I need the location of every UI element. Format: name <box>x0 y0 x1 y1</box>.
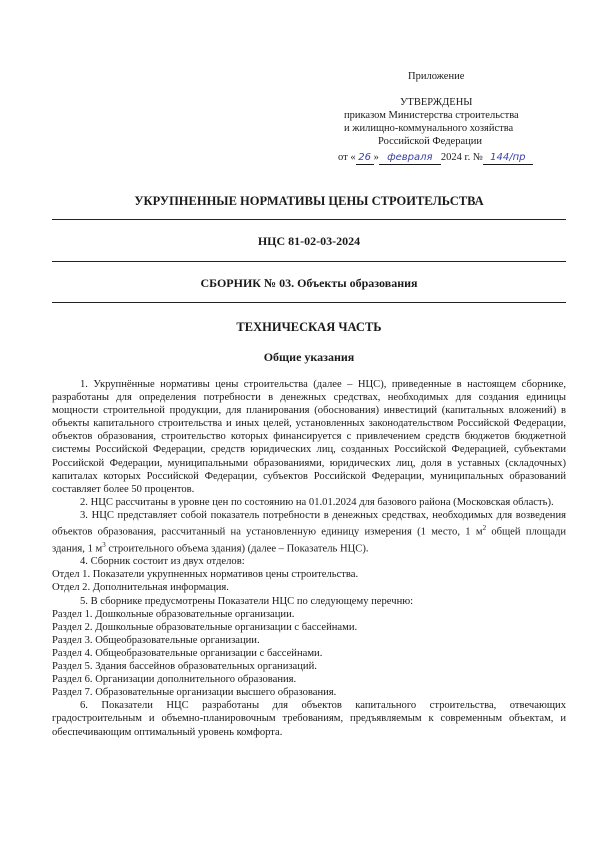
separator-line <box>52 302 566 303</box>
section-7: Раздел 7. Образовательные организации высшего образования. <box>52 687 337 699</box>
document-title: УКРУПНЕННЫЕ НОРМАТИВЫ ЦЕНЫ СТРОИТЕЛЬСТВА <box>134 194 484 208</box>
separator-line <box>52 261 566 262</box>
section-4: Раздел 4. Общеобразовательные организации с бассейнами. <box>52 647 323 659</box>
appendix-label: Приложение <box>408 71 465 82</box>
paragraph-3-part-a: 3. НЦС представляет собой показатель потребности в денежных средствах, необходимых для возведения объектов образования, рассчитанный на установленную единицу измерения (1 место, 1 м <box>52 509 566 538</box>
department-2: Отдел 2. Дополнительная информация. <box>52 582 229 594</box>
paragraph-6: 6. Показатели НЦС разработаны для объектов капитального строительства, отвечающих градостроительным и объемно-планировочным требованиям, предъявляемым к современным объектам, и обеспечивающим оптимальный уровень комфорта. <box>52 700 566 738</box>
separator-line <box>52 219 566 220</box>
date-prefix: от « <box>338 152 356 163</box>
paragraph-5: 5. В сборнике предусмотрены Показатели НЦС по следующему перечню: <box>80 595 414 607</box>
order-line-1: приказом Министерства строительства <box>344 110 519 121</box>
section-6: Раздел 6. Организации дополнительного образования. <box>52 674 297 686</box>
general-instructions-heading: Общие указания <box>263 350 355 364</box>
date-month: февраля <box>379 151 441 165</box>
paragraph-3 <box>52 509 566 555</box>
ncs-code: НЦС 81-02-03-2024 <box>257 234 361 248</box>
section-5: Раздел 5. Здания бассейнов образовательных организаций. <box>52 661 317 673</box>
date-year: 2024 г. № <box>440 152 483 163</box>
superscript-3: 3 <box>102 540 106 549</box>
superscript-2: 2 <box>482 524 487 533</box>
department-1: Отдел 1. Показатели укрупненных нормативов цены строительства. <box>52 569 359 581</box>
collection-title: СБОРНИК № 03. Объекты образования <box>200 276 418 290</box>
paragraph-3-part-b: общей площади здания, 1 м <box>52 526 567 555</box>
paragraph-2: 2. НЦС рассчитаны в уровне цен по состоянию на 01.01.2024 для базового района (Московская область). <box>80 496 554 508</box>
paragraph-4: 4. Сборник состоит из двух отделов: <box>80 556 245 568</box>
technical-part-heading: ТЕХНИЧЕСКАЯ ЧАСТЬ <box>236 320 382 334</box>
order-date-line <box>338 151 533 165</box>
section-1: Раздел 1. Дошкольные образовательные организации. <box>52 608 295 620</box>
order-line-2: и жилищно-коммунального хозяйства <box>344 123 514 134</box>
body-text <box>52 378 566 739</box>
approved-label: УТВЕРЖДЕНЫ <box>400 97 473 108</box>
section-3: Раздел 3. Общеобразовательные организации. <box>52 634 260 646</box>
date-day: 26 <box>356 151 374 165</box>
order-number: 144/пр <box>483 151 533 165</box>
section-2: Раздел 2. Дошкольные образовательные организации с бассейнами. <box>52 621 358 633</box>
paragraph-3-part-c: строительного объема здания) (далее – Показатель НЦС). <box>105 543 369 555</box>
paragraph-1: 1. Укрупнённые нормативы цены строительства (далее – НЦС), приведенные в настоящем сборнике, разработаны для определения потребности в денежных средствах, необходимых для создания единицы мощности строительной продукции, для планирования (обоснования) инвестиций (капитальных вложений) в объекты капитального строительства и иных целей, установленных законодательством Российской Федерации, объектов образования, строительство которых финансируется с привлечением средств бюджетов бюджетной системы Российской Федерации, средств юридических лиц, созданных Российской Федерацией, субъектами Российской Федерации, муниципальными образованиями, юридических лиц, доля в уставных (складочных) капиталах которых Российской Федерации, субъектов Российской Федерации, муниципальных образований составляет более 50 процентов. <box>52 379 566 495</box>
order-line-3: Российской Федерации <box>378 136 482 147</box>
date-mid: » <box>373 152 379 163</box>
